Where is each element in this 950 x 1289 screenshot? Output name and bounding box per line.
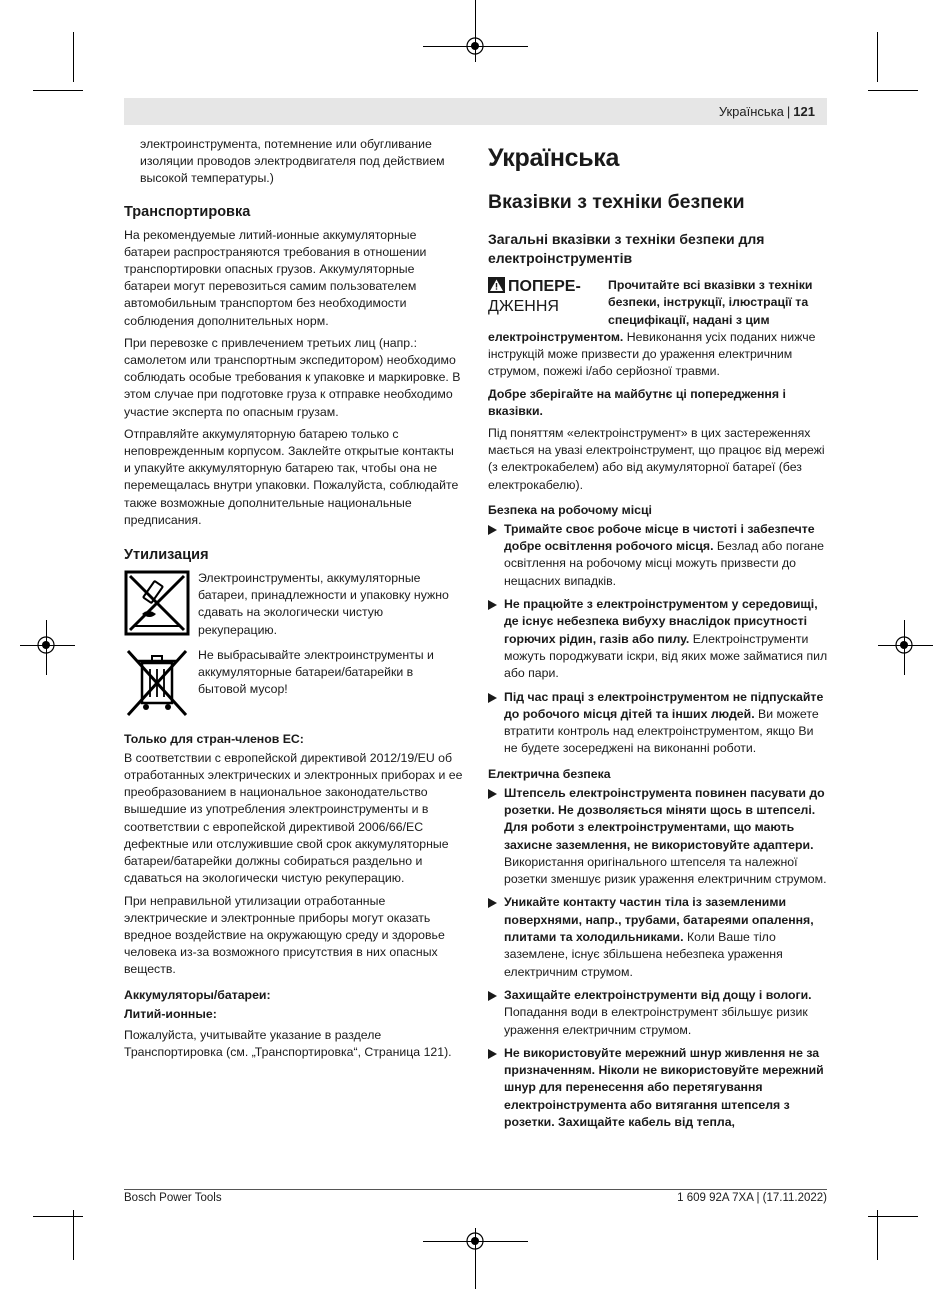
crop-mark: [877, 1210, 878, 1260]
waste-bin-notice: [124, 647, 464, 717]
registration-mark-icon: [465, 1231, 485, 1251]
footer-doc-id: 1 609 92A 7XA | (17.11.2022): [677, 1192, 827, 1204]
crop-mark: [877, 32, 878, 82]
bullet-arrow-icon: [488, 991, 497, 1001]
crossed-bin-icon: [124, 647, 190, 717]
page-number: 121: [793, 104, 815, 119]
recycling-symbol-icon: [124, 570, 190, 636]
right-column: [488, 136, 828, 1137]
safety-main-heading: Вказівки з техніки безпеки: [488, 191, 745, 213]
list-item: Під час праці з електроінструментом не підпускайте до робочого місця дітей та інших людей. Ви можете втратити контроль над електроінструментом, якщо Ви не будете зосереджені на виконанні роботи.: [488, 689, 828, 758]
electrical-heading: Електрична безпека: [488, 766, 611, 781]
eu-paragraph-2: При неправильной утилизации отработанные электрические и электронные приборы могут оказать вредное воздействие на окружающую среду и здоровье человека из-за возможного присутствия в них опасных веществ.: [124, 893, 445, 977]
list-item: Не використовуйте мережний шнур живлення не за призначенням. Ніколи не використовуйте мережний шнур для перенесення або перетягування електроінструмента або витягання штепселя з розетки. Захищайте кабель від тепла,: [488, 1045, 828, 1131]
warning-triangle-icon: [488, 277, 505, 293]
transport-paragraph-3: Отправляйте аккумуляторную батарею только с неповрежденным корпусом. Заклейте открытые контакты и упакуйте аккумуляторную батарею так, чтобы она не перемещалась внутри упаковки. Пожалуйста, соблюдайте также возможные дополнительные национальные предписания.: [124, 426, 459, 527]
continued-paragraph: электроинструмента, потемнение или обугливание изоляции проводов электродвигателя под действием высокой температуры.): [140, 137, 445, 186]
workplace-list: [488, 521, 828, 758]
header-text: Українська | 121: [718, 104, 815, 119]
warning-label-line1: ПОПЕРЕ-: [508, 278, 581, 295]
workplace-heading: Безпека на робочому місці: [488, 502, 652, 517]
list-item: Штепсель електроінструмента повинен пасувати до розетки. Не дозволяється міняти щось в штепселі. Для роботи з електроінструментами, що мають захисне заземлення, не використовуйте адаптери. Використання оригінального штепселя та належної розетки зменшує ризик ураження електричним струмом.: [488, 785, 828, 889]
warning-side-text: Прочитайте всі вказівки з техніки безпеки, інструкції, ілюстрації та специфікації, надані з цим: [608, 278, 813, 327]
warning-label: [488, 277, 600, 317]
accumulators-heading: Аккумуляторы/батареи:: [124, 987, 271, 1002]
registration-mark-icon: [36, 635, 56, 655]
warning-label-line2: ДЖЕННЯ: [488, 298, 559, 315]
transport-paragraph-2: При перевозке с привлечением третьих лиц (напр.: самолетом или транспортным экспедитором) необходимо соблюдать особые требования к упаковке и маркировке. В этом случае при подготовке груза к отправке необходимо участие эксперта по опасным грузам.: [124, 335, 461, 419]
transport-paragraph-1: На рекомендуемые литий-ионные аккумуляторные батареи распространяются требования в отношении транспортировки опасных грузов. Аккумуляторные батареи могут перевозиться самим пользователем автомобильным транспортом без необходимости соблюдения дополнительных норм.: [124, 227, 427, 328]
warning-cont-bold: електроінструментом.: [488, 330, 624, 344]
eu-heading: Только для стран-членов ЕС:: [124, 731, 304, 746]
eu-paragraph-1: В соответствии с европейской директивой 2012/19/EU об отработанных электрических и электронных приборах и ее преобразованием в национальное законодательство вышедшие из употребления электроинструменты и в соответствии с европейской директивой 2006/66/EC дефектные или отслужившие свой срок аккумуляторные батареи/батарейки должны собираться раздельно и сдаваться на экологически чистую рекуперацию.: [124, 750, 463, 886]
crop-mark: [73, 32, 74, 82]
disposal-heading: Утилизация: [124, 547, 209, 564]
footer-brand: Bosch Power Tools: [124, 1192, 222, 1204]
recycling-text: Электроинструменты, аккумуляторные батареи, принадлежности и упаковку нужно сдавать на экологически чистую рекуперацию.: [198, 571, 449, 637]
left-column: [124, 136, 464, 1066]
list-item: Уникайте контакту частин тіла із заземленими поверхнями, напр., трубами, батареями опалення, плитами та холодильниками. Коли Ваше тіло заземлене, існує збільшена небезпека ураження електричним струмом.: [488, 894, 828, 980]
bullet-arrow-icon: [488, 898, 497, 908]
list-item: Захищайте електроінструменти від дощу і вологи. Попадання води в електроінструмент збільшує ризик ураження електричним струмом.: [488, 987, 828, 1039]
electrical-list: [488, 785, 828, 1132]
crop-mark: [868, 90, 918, 91]
list-item: Не працюйте з електроінструментом у середовищі, де існує небезпека вибуху внаслідок присутності горючих рідин, газів або пилу. Електроінструменти можуть породжувати іскри, від яких може займатися пил або пари.: [488, 596, 828, 682]
crop-mark: [868, 1216, 918, 1217]
crop-mark: [33, 1216, 83, 1217]
registration-mark-icon: [894, 635, 914, 655]
bullet-arrow-icon: [488, 600, 497, 610]
footer-rule: [124, 1189, 827, 1190]
registration-mark-icon: [465, 36, 485, 56]
keep-instructions: Добре зберігайте на майбутнє ці попередження і вказівки.: [488, 386, 786, 418]
definition-paragraph: Під поняттям «електроінструмент» в цих застереженнях мається на увазі електроінструмент, що працює від мережі (з електрокабелем) або від акумуляторної батареї (без електрокабелю).: [488, 426, 825, 492]
bullet-arrow-icon: [488, 693, 497, 703]
crop-mark: [73, 1210, 74, 1260]
bullet-arrow-icon: [488, 789, 497, 799]
waste-bin-text: Не выбрасывайте электроинструменты и аккумуляторные батареи/батарейки в бытовой мусор!: [198, 647, 434, 697]
general-safety-heading: Загальні вказівки з техніки безпеки для електроінструментів: [488, 231, 765, 266]
lithium-paragraph: Пожалуйста, учитывайте указание в разделе Транспортировка (см. „Транспортировка“, Страница 121).: [124, 1027, 452, 1059]
page-header: [124, 98, 827, 125]
warning-block: [488, 277, 828, 329]
lithium-heading: Литий-ионные:: [124, 1006, 217, 1021]
recycling-notice: [124, 570, 464, 639]
list-item: Тримайте своє робоче місце в чистоті і забезпечте добре освітлення робочого місця. Безлад або погане освітлення на робочому місці можуть призвести до нещасних випадків.: [488, 521, 828, 590]
header-language: Українська: [718, 104, 784, 119]
warning-cont-text: Невиконання усіх поданих нижче інструкцій може призвести до ураження електричним струмом, пожежі і/або серйозної травми.: [488, 330, 816, 379]
crop-mark: [33, 90, 83, 91]
language-title: Українська: [488, 144, 620, 172]
transport-heading: Транспортировка: [124, 203, 251, 220]
warning-continuation: [488, 329, 828, 381]
bullet-arrow-icon: [488, 1049, 497, 1059]
bullet-arrow-icon: [488, 525, 497, 535]
